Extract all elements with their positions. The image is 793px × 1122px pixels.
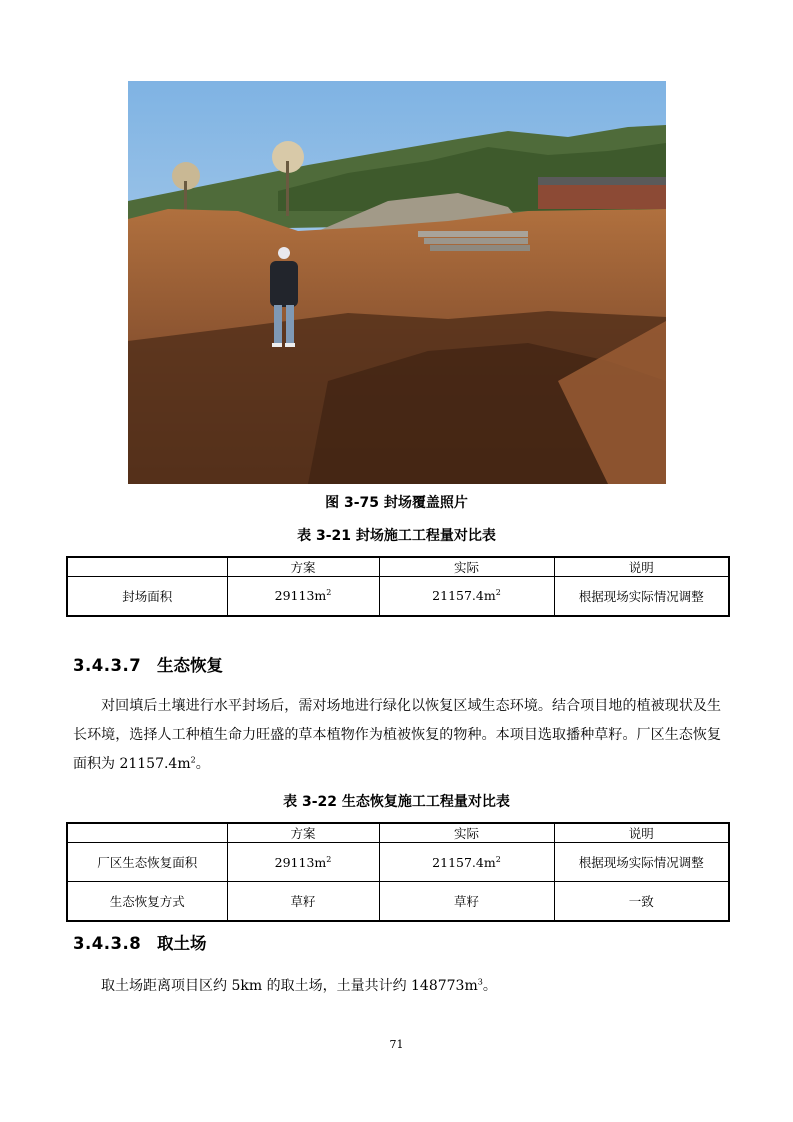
section-title: 取土场 (157, 934, 207, 953)
table-row (67, 882, 729, 921)
header-cell (67, 557, 227, 577)
actual-cell: 草籽 (379, 882, 554, 921)
page-number: 71 (389, 1038, 404, 1051)
header-cell: 实际 (379, 823, 554, 843)
table-3-22 (66, 822, 730, 922)
section-paragraph: 对回填后土壤进行水平封场后，需对场地进行绿化以恢复区域生态环境。结合项目地的植被现状及生长环境，选择人工种植生命力旺盛的草本植物作为植被恢复的物种。本项目选取播种草籽。厂区生态恢复面积为 $21157.4m^2$。 (73, 698, 721, 772)
table-header-row (67, 823, 729, 843)
header-cell: 说明 (554, 823, 729, 843)
section-paragraph: 取土场距离项目区约 5km 的取土场，土量共计约 $148773m^3$。 (101, 977, 497, 994)
header-cell: 方案 (227, 823, 379, 843)
note-cell: 根据现场实际情况调整 (554, 577, 729, 616)
section-heading-3-4-3-7 (73, 655, 223, 677)
plan-cell: $29113m^2$ (227, 843, 379, 882)
header-cell: 实际 (379, 557, 554, 577)
table-3-21-caption: 表 3-21 封场施工工程量对比表 (297, 528, 496, 544)
table-row (67, 843, 729, 882)
table-3-21 (66, 556, 730, 617)
note-cell: 根据现场实际情况调整 (554, 843, 729, 882)
section-number: 3.4.3.8 (73, 934, 142, 953)
row-label: 封场面积 (67, 577, 227, 616)
actual-cell: $21157.4m^2$ (379, 843, 554, 882)
header-cell: 说明 (554, 557, 729, 577)
figure-caption: 图 3-75 封场覆盖照片 (325, 495, 468, 511)
row-label: 生态恢复方式 (67, 882, 227, 921)
section-title: 生态恢复 (157, 656, 223, 675)
plan-cell: 草籽 (227, 882, 379, 921)
note-cell: 一致 (554, 882, 729, 921)
plan-cell: $29113m^2$ (227, 577, 379, 616)
actual-cell: $21157.4m^2$ (379, 577, 554, 616)
section-number: 3.4.3.7 (73, 656, 142, 675)
table-header-row (67, 557, 729, 577)
row-label: 厂区生态恢复面积 (67, 843, 227, 882)
table-3-22-caption: 表 3-22 生态恢复施工工程量对比表 (283, 794, 510, 810)
section-heading-3-4-3-8 (73, 933, 207, 955)
header-cell (67, 823, 227, 843)
header-cell: 方案 (227, 557, 379, 577)
table-row (67, 577, 729, 616)
site-photo (128, 81, 666, 484)
